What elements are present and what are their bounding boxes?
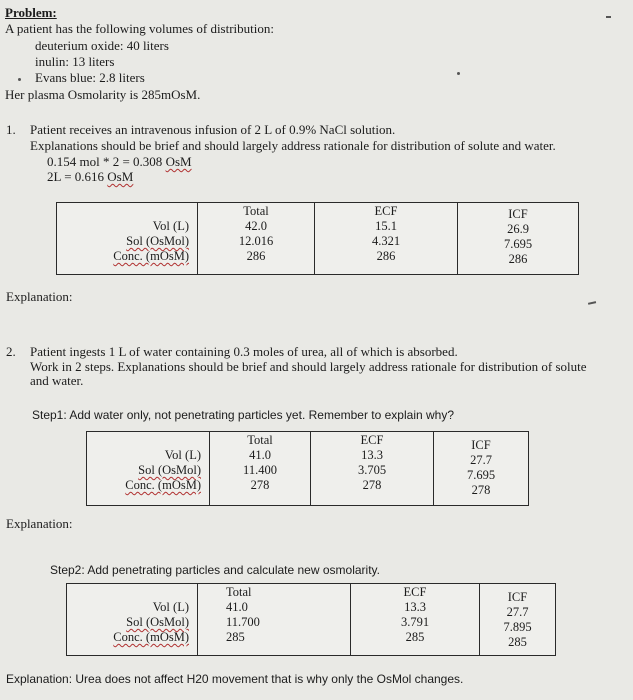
cell-value: 278 — [362, 478, 382, 492]
cell-value: 278 — [250, 478, 270, 492]
calc-line-1 — [47, 154, 192, 170]
cell-value: 42.0 — [245, 219, 267, 233]
icf-column — [480, 584, 556, 656]
row-label: Vol (L) — [164, 448, 201, 462]
stray-mark — [18, 78, 21, 81]
column-header: ECF — [360, 433, 384, 447]
ecf-column — [311, 432, 434, 506]
calc-line-2 — [47, 169, 133, 185]
question-2-line3: and water. — [30, 373, 84, 388]
row-label: Conc. (mOsM) — [113, 249, 189, 263]
row-label: Vol (L) — [152, 219, 189, 233]
column-header: Total — [226, 585, 252, 599]
cell-value: 285 — [226, 630, 245, 644]
column-header: ICF — [507, 590, 528, 604]
cell-value: 286 — [508, 252, 528, 266]
row-labels — [87, 432, 210, 506]
step2-text: Step2: Add penetrating particles and calculate new osmolarity. — [50, 563, 380, 577]
cell-value: 27.7 — [470, 453, 492, 467]
calc-unit: OsM — [165, 154, 192, 169]
cell-value: 15.1 — [375, 219, 397, 233]
question-2-line1: Patient ingests 1 L of water containing 0.3 moles of urea, all of which is absorbed. — [30, 344, 458, 359]
column-header: ICF — [508, 207, 528, 221]
column-header: ECF — [374, 204, 398, 218]
stray-mark — [606, 16, 611, 18]
stray-mark — [457, 72, 460, 75]
q2-explanation-text: Explanation: Urea does not affect H20 movement that is why only the OsMol changes. — [6, 672, 464, 686]
ecf-column — [315, 203, 458, 275]
row-label: Sol (OsMol) — [126, 234, 189, 248]
cell-value: 11.700 — [226, 615, 260, 629]
cell-value: 285 — [508, 635, 527, 649]
column-header: ECF — [403, 585, 427, 599]
row-label: Sol (OsMol) — [138, 463, 201, 477]
calc-unit: OsM — [107, 169, 134, 184]
calc-text: 0.154 mol * 2 = 0.308 — [47, 154, 166, 169]
question-1-line1: Patient receives an intravenous infusion of 2 L of 0.9% NaCl solution. — [30, 122, 396, 137]
column-header: Total — [247, 433, 273, 447]
cell-value: 11.400 — [243, 463, 277, 477]
cell-value: 285 — [405, 630, 425, 644]
cell-value: 278 — [471, 483, 491, 497]
cell-value: 41.0 — [249, 448, 271, 462]
cell-value: 286 — [376, 249, 396, 263]
cell-value: 3.791 — [400, 615, 430, 629]
cell-value: 4.321 — [371, 234, 401, 248]
volume-item: inulin: 13 liters — [35, 54, 115, 69]
row-label: Conc. (mOsM) — [125, 478, 201, 492]
cell-value: 12.016 — [238, 234, 274, 248]
icf-column — [458, 203, 579, 275]
step2-table — [66, 583, 556, 656]
cell-value: 7.895 — [503, 620, 532, 634]
row-label: Sol (OsMol) — [126, 615, 189, 629]
step1-table — [86, 431, 529, 506]
problem-heading: Problem: — [5, 5, 57, 20]
cell-value: 3.705 — [357, 463, 387, 477]
problem-intro: A patient has the following volumes of distribution: — [5, 21, 275, 36]
plasma-osmolarity: Her plasma Osmolarity is 285mOsM. — [5, 87, 201, 102]
cell-value: 13.3 — [404, 600, 426, 614]
ecf-column — [351, 584, 480, 656]
total-column — [198, 203, 315, 275]
cell-value: 7.695 — [503, 237, 533, 251]
cell-value: 26.9 — [507, 222, 529, 236]
volume-item: Evans blue: 2.8 liters — [35, 70, 145, 85]
cell-value: 41.0 — [226, 600, 248, 614]
cell-value: 286 — [246, 249, 266, 263]
row-label: Conc. (mOsM) — [113, 630, 189, 644]
total-column — [210, 432, 311, 506]
volume-item: deuterium oxide: 40 liters — [35, 38, 169, 53]
cell-value: 27.7 — [506, 605, 529, 619]
question-1-number: 1. — [6, 122, 16, 137]
q2-explanation-label: Explanation: — [6, 516, 73, 531]
q1-table — [56, 202, 579, 275]
q1-explanation-label: Explanation: — [6, 289, 73, 304]
row-labels — [57, 203, 198, 275]
cell-value: 13.3 — [361, 448, 383, 462]
total-column — [198, 584, 351, 656]
column-header: ICF — [471, 438, 491, 452]
question-2-number: 2. — [6, 344, 16, 359]
column-header: Total — [243, 204, 269, 218]
stray-mark — [588, 301, 596, 304]
question-2-line2: Work in 2 steps. Explanations should be brief and should largely address rationale for distribution of solute — [30, 359, 587, 374]
cell-value: 7.695 — [466, 468, 496, 482]
icf-column — [434, 432, 529, 506]
row-label: Vol (L) — [152, 600, 189, 614]
row-labels — [67, 584, 198, 656]
step1-text: Step1: Add water only, not penetrating particles yet. Remember to explain why? — [32, 408, 455, 422]
calc-text: 2L = 0.616 — [47, 169, 108, 184]
question-1-line2: Explanations should be brief and should largely address rationale for distribution of solute and water. — [30, 138, 556, 153]
